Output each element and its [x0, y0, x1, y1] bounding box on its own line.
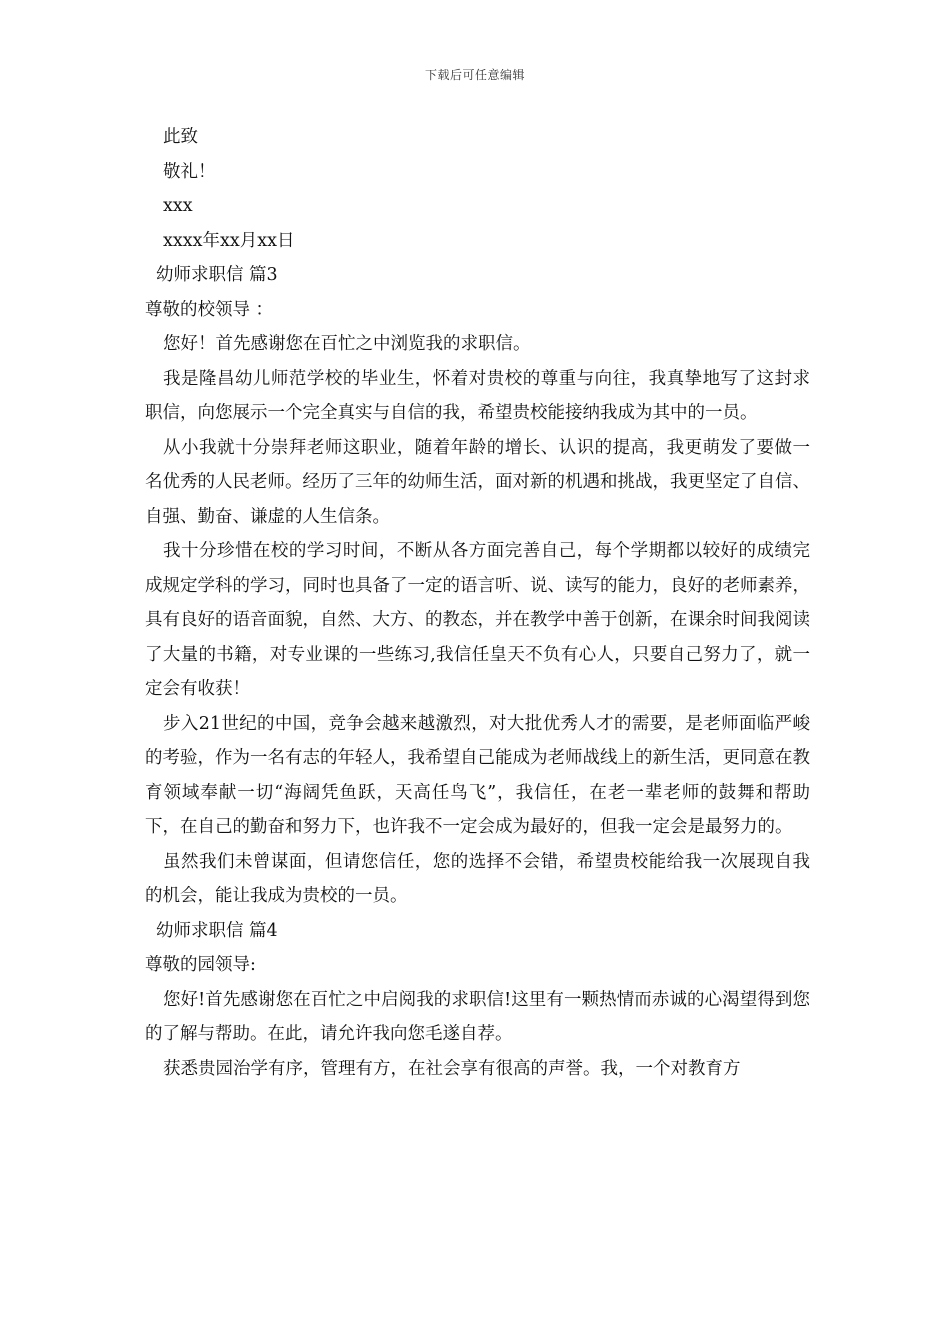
salutation: 尊敬的园领导:	[145, 955, 256, 975]
paragraph: 虽然我们未曾谋面，但请您信任，您的选择不会错，希望贵校能给我一次展现自我的机会，能让我成为贵校的一员。	[145, 851, 810, 906]
document-body	[145, 120, 810, 1086]
paragraph: 我十分珍惜在校的学习时间，不断从各方面完善自己，每个学期都以较好的成绩完成规定学科的学习，同时也具备了一定的语言听、说、读写的能力，良好的老师素养，具有良好的语音面貌，自然、大方、的教态，并在教学中善于创新，在课余时间我阅读了大量的书籍，对专业课的一些练习,我信任皇天不负有心人，只要自己努力了，就一定会有收获！	[145, 541, 810, 699]
letter-date: xxxx年xx月xx日	[163, 230, 295, 251]
page-header: 下载后可任意编辑	[424, 68, 525, 82]
paragraph: 您好!首先感谢您在百忙之中启阅我的求职信!这里有一颗热情而赤诚的心渴望得到您的了解与帮助。在此，请允许我向您毛遂自荐。	[145, 989, 810, 1044]
section-title: 幼师求职信 篇4	[156, 920, 278, 941]
closing-line: 此致	[163, 127, 198, 147]
paragraph: 获悉贵园治学有序，管理有方，在社会享有很高的声誉。我，一个对教育方	[163, 1058, 741, 1079]
paragraph: 我是隆昌幼儿师范学校的毕业生，怀着对贵校的尊重与向往，我真挚地写了这封求职信，向您展示一个完全真实与自信的我，希望贵校能接纳我成为其中的一员。	[145, 368, 810, 423]
section-title: 幼师求职信 篇3	[156, 265, 278, 285]
salutation: 尊敬的校领导 ：	[145, 299, 274, 320]
paragraph: 从小我就十分崇拜老师这职业，随着年龄的增长、认识的提高，我更萌发了要做一名优秀的人民老师。经历了三年的幼师生活，面对新的机遇和挑战，我更坚定了自信、自强、勤奋、谦虚的人生信条。	[145, 437, 810, 527]
paragraph: 步入21世纪的中国，竞争会越来越激烈，对大批优秀人才的需要，是老师面临严峻的考验，作为一名有志的年轻人，我希望自己能成为老师战线上的新生活，更同意在教育领域奉献一切“海阔凭鱼跃，天高任鸟飞”，我信任，在老一辈老师的鼓舞和帮助下，在自己的勤奋和努力下，也许我不一定会成为最好的，但我一定会是最努力的。	[145, 713, 810, 837]
sender-name: xxx	[163, 196, 193, 216]
closing-regards: 敬礼！	[163, 161, 216, 182]
paragraph: 您好！首先感谢您在百忙之中浏览我的求职信。	[163, 334, 531, 354]
